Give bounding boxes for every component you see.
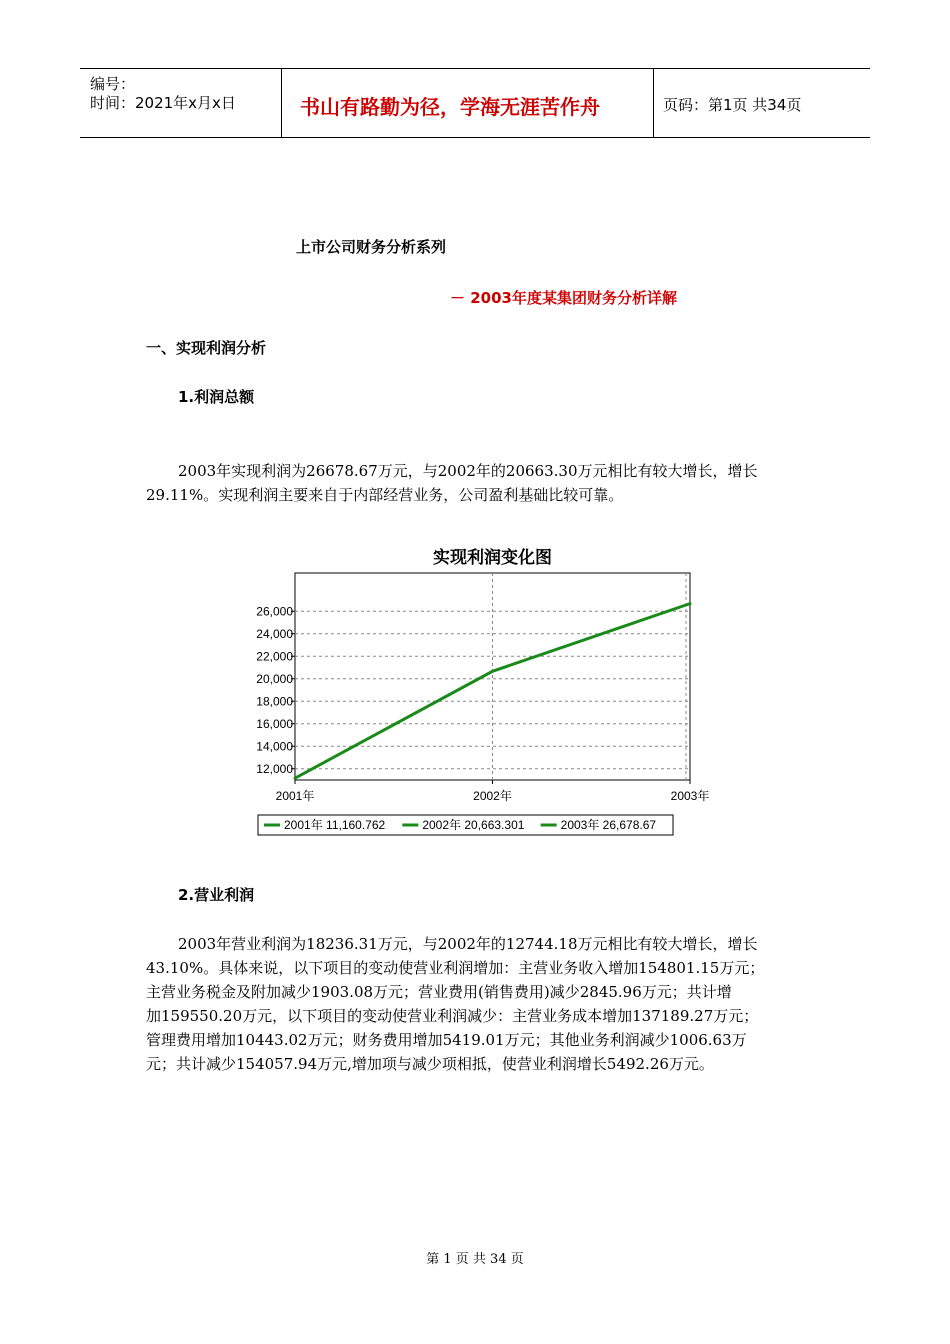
- header-meta: [80, 69, 282, 137]
- y-tick-label: 24,000: [256, 626, 293, 641]
- page-info: 页码：第1页 共34页: [663, 96, 802, 114]
- y-tick-label: 22,000: [256, 649, 293, 664]
- page-footer: 第 1 页 共 34 页: [426, 1252, 524, 1267]
- document-subtitle: － 2003年度某集团财务分析详解: [450, 289, 677, 307]
- data-point: [294, 777, 297, 780]
- x-tick-label: 2002年: [473, 789, 512, 803]
- y-tick-label: 12,000: [256, 761, 293, 776]
- subsection-heading-2: 2.营业利润: [178, 886, 255, 904]
- legend-entry: 2002年 20,663.301: [422, 818, 525, 832]
- header-motto: [282, 69, 654, 137]
- y-tick-label: 18,000: [256, 694, 293, 709]
- chart-title: 实现利润变化图: [433, 548, 552, 567]
- page-header: [80, 68, 870, 138]
- paragraph-2: [146, 932, 826, 1076]
- number-label: 编号：: [90, 75, 136, 93]
- paragraph-1: [146, 459, 826, 507]
- paragraph-2-line: 管理费用增加10443.02万元；财务费用增加5419.01万元；其他业务利润减少1006.63万: [146, 1031, 747, 1049]
- profit-line-chart: [230, 538, 710, 838]
- paragraph-2-line: 元；共计减少154057.94万元,增加项与减少项相抵，使营业利润增长5492.26万元。: [146, 1055, 714, 1073]
- x-tick-label: 2001年: [275, 789, 315, 803]
- y-tick-label: 16,000: [256, 716, 293, 731]
- paragraph-1-line-1: 2003年实现利润为26678.67万元，与2002年的20663.30万元相比有较大增长，增长: [178, 462, 758, 480]
- y-tick-label: 14,000: [256, 739, 293, 754]
- section-heading-1: 一、实现利润分析: [146, 339, 267, 357]
- paragraph-1-line-2: 29.11%。实现利润主要来自于内部经营业务，公司盈利基础比较可靠。: [146, 486, 624, 504]
- date-label: 时间：2021年x月x日: [90, 94, 236, 112]
- legend-entry: 2001年 11,160.762: [284, 818, 386, 832]
- paragraph-2-line: 43.10%。具体来说，以下项目的变动使营业利润增加：主营业务收入增加154801.15万元；: [146, 959, 765, 977]
- x-tick-label: 2003年: [670, 789, 710, 803]
- paragraph-2-line: 加159550.20万元，以下项目的变动使营业利润减少：主营业务成本增加137189.27万元；: [146, 1007, 759, 1025]
- paragraph-2-line: 2003年营业利润为18236.31万元，与2002年的12744.18万元相比有较大增长，增长: [178, 935, 758, 953]
- subsection-heading-1: 1.利润总额: [178, 388, 255, 406]
- data-point: [689, 602, 692, 605]
- y-tick-label: 26,000: [256, 604, 293, 619]
- series-title: 上市公司财务分析系列: [296, 238, 447, 256]
- data-point: [491, 670, 494, 673]
- y-tick-label: 20,000: [256, 671, 293, 686]
- motto-text: 书山有路勤为径，学海无涯苦作舟: [300, 95, 600, 119]
- paragraph-2-line: 主营业务税金及附加减少1903.08万元；营业费用(销售费用)减少2845.96万元；共计增: [146, 983, 732, 1001]
- legend-entry: 2003年 26,678.67: [560, 818, 657, 832]
- profit-chart: [230, 538, 710, 838]
